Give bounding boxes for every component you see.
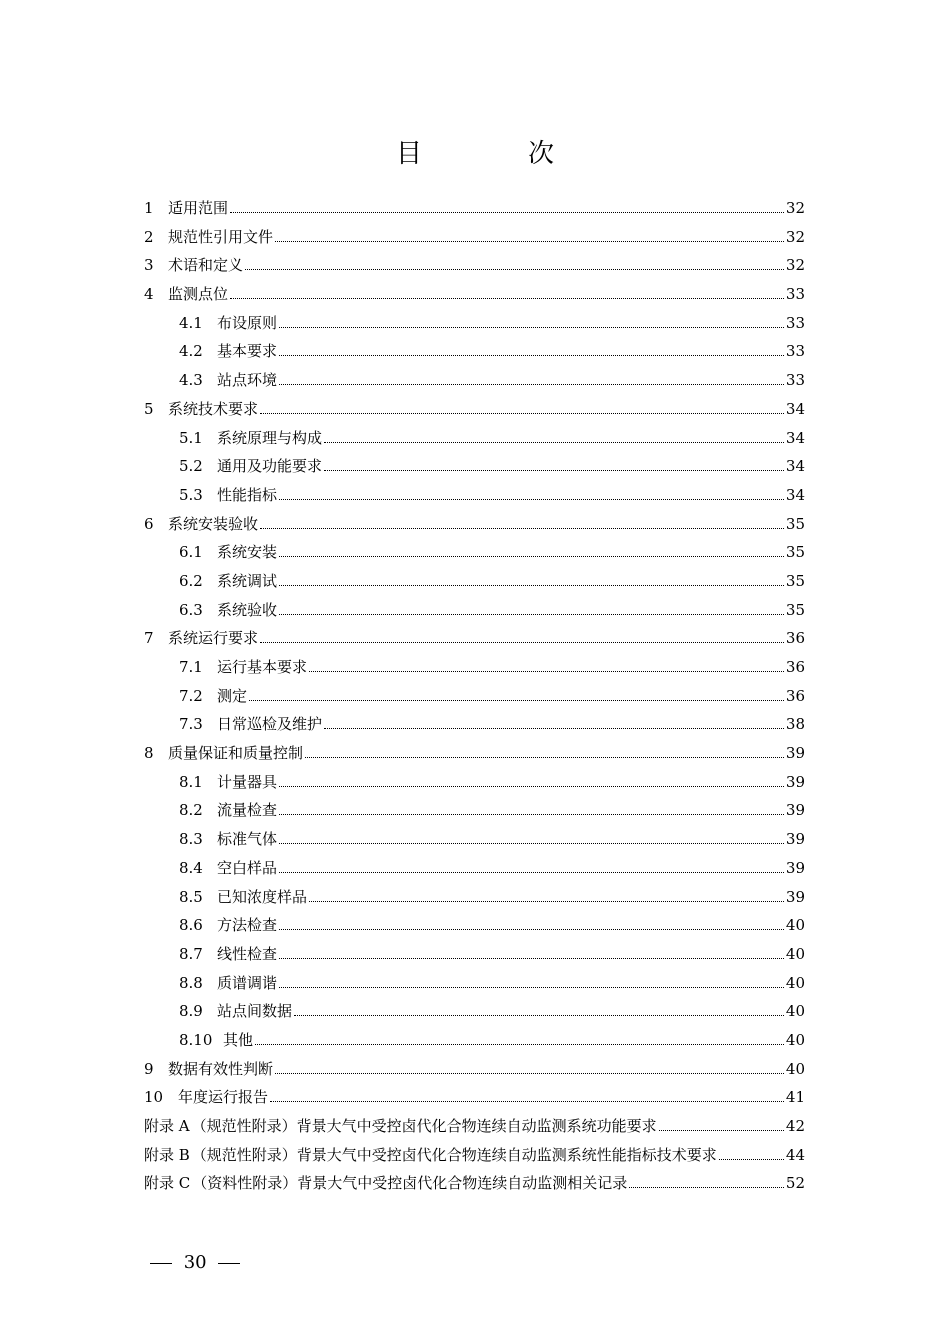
toc-entry-page: 34 [785,399,805,418]
toc-entry-page: 39 [785,887,805,906]
toc-entry-page: 39 [785,772,805,791]
toc-dot-leader [305,757,784,758]
toc-entry[interactable] [144,510,805,539]
toc-entry[interactable] [144,682,805,711]
toc-entry[interactable] [144,1141,805,1170]
toc-entry-number: 5.2 [179,457,203,476]
toc-entry-number: 7 [144,629,154,648]
toc-entry-number: 6.3 [179,600,203,619]
toc-entry-page: 40 [785,1030,805,1049]
toc-dot-leader [309,901,784,902]
footer-dash-right [218,1263,240,1264]
toc-dot-leader [279,585,784,586]
toc-dot-leader [255,1044,784,1045]
toc-dot-leader [279,499,784,500]
toc-entry[interactable] [144,854,805,883]
toc-dot-leader [279,556,784,557]
toc-entry-title: 日常巡检及维护 [217,715,323,734]
toc-entry[interactable] [144,883,805,912]
toc-entry-number: 8.4 [179,858,203,877]
toc-dot-leader [279,614,784,615]
toc-dot-leader [279,384,784,385]
toc-entry-page: 34 [785,428,805,447]
toc-entry-page: 38 [785,715,805,734]
toc-entry-number: 8.5 [179,887,203,906]
toc-entry[interactable] [144,1112,805,1141]
toc-entry-title: 质量保证和质量控制 [168,744,304,763]
toc-entry[interactable] [144,1169,805,1198]
toc-dot-leader [245,269,784,270]
toc-entry-page: 33 [785,371,805,390]
toc-entry-page: 39 [785,744,805,763]
toc-entry-title: 系统安装 [217,543,278,562]
toc-dot-leader [719,1159,784,1160]
toc-dot-leader [275,1073,784,1074]
toc-entry-title: 性能指标 [217,485,278,504]
toc-entry-title: 测定 [217,686,248,705]
toc-entry[interactable] [144,337,805,366]
toc-entry-number: 7.1 [179,658,203,676]
toc-entry-title: 适用范围 [168,199,229,217]
toc-dot-leader [324,442,784,443]
toc-entry-title: 系统验收 [217,600,278,619]
toc-dot-leader [230,298,784,299]
toc-entry-title: 计量器具 [217,772,278,791]
toc-entry-number: 5 [144,399,154,418]
toc-entry-page: 36 [785,629,805,648]
toc-entry-number: 4.2 [179,342,203,361]
toc-dot-leader [260,413,784,414]
toc-dot-leader [270,1101,784,1102]
toc-entry-page: 39 [785,801,805,820]
toc-entry-number: 4.3 [179,371,203,390]
toc-entry-title: 系统运行要求 [168,629,259,648]
toc-entry-page: 42 [785,1117,805,1135]
toc-entry-number: 附录 C [144,1174,191,1193]
toc-entry-number: 7.2 [179,686,203,705]
toc-entry-number: 4 [144,285,154,304]
toc-entry-page: 33 [785,342,805,361]
toc-entry[interactable] [144,280,805,309]
toc-entry-title: 数据有效性判断 [168,1059,274,1078]
toc-entry[interactable] [144,1083,805,1112]
toc-entry-page: 34 [785,457,805,476]
toc-entry[interactable] [144,624,805,653]
toc-dot-leader [294,1015,784,1016]
toc-entry-number: 3 [144,256,154,275]
toc-entry-number: 4.1 [179,313,203,332]
toc-entry-title: 质谱调谐 [217,973,278,992]
toc-dot-leader [279,355,784,356]
toc-dot-leader [324,470,784,471]
toc-entry[interactable] [144,538,805,567]
toc-dot-leader [659,1130,784,1131]
toc-entry-page: 40 [785,944,805,963]
toc-entry-title: 系统原理与构成 [217,428,323,447]
toc-entry-title: 标准气体 [217,830,278,849]
toc-entry-page: 32 [785,227,805,246]
toc-entry-title: （规范性附录）背景大气中受控卤代化合物连续自动监测系统性能指标技术要求 [191,1145,717,1164]
toc-entry[interactable] [144,796,805,825]
toc-entry-page: 41 [785,1088,805,1107]
toc-entry[interactable] [144,251,805,280]
toc-entry[interactable] [144,596,805,625]
toc-entry-page: 52 [785,1174,805,1193]
toc-entry[interactable] [144,1026,805,1055]
toc-entry[interactable] [144,940,805,969]
toc-entry[interactable] [144,452,805,481]
toc-dot-leader [279,987,784,988]
toc-entry[interactable] [144,481,805,510]
toc-dot-leader [260,642,784,643]
toc-entry[interactable] [144,710,805,739]
toc-entry-title: 流量检查 [217,801,278,820]
toc-entry-number: 5.1 [179,428,203,447]
table-of-contents [144,194,805,1198]
toc-entry-number: 8.9 [179,1002,203,1021]
toc-entry-page: 35 [785,600,805,619]
page-number: 30 [183,1252,207,1273]
toc-entry-title: 空白样品 [217,858,278,877]
toc-entry-title: 通用及功能要求 [217,457,323,476]
toc-entry-page: 36 [785,658,805,676]
footer-dash-left [150,1263,172,1264]
toc-entry[interactable] [144,194,805,223]
toc-entry-page: 40 [785,973,805,992]
toc-entry[interactable] [144,567,805,596]
toc-dot-leader [279,327,784,328]
toc-entry[interactable] [144,739,805,768]
toc-entry-title: 基本要求 [217,342,278,361]
toc-entry-number: 6.1 [179,543,203,562]
toc-entry-page: 40 [785,1002,805,1021]
toc-dot-leader [249,700,784,701]
toc-entry-title: 已知浓度样品 [217,887,308,906]
toc-entry-page: 44 [785,1145,805,1164]
toc-entry-number: 1 [144,199,154,217]
toc-entry-page: 40 [785,916,805,935]
toc-dot-leader [279,872,784,873]
toc-entry-number: 6.2 [179,571,203,590]
toc-entry-number: 8.10 [179,1030,213,1049]
toc-entry-number: 9 [144,1059,154,1078]
toc-dot-leader [279,929,784,930]
toc-entry-title: 布设原则 [217,313,278,332]
toc-entry-title: （规范性附录）背景大气中受控卤代化合物连续自动监测系统功能要求 [191,1117,657,1135]
toc-entry-page: 34 [785,485,805,504]
toc-entry[interactable] [144,424,805,453]
toc-entry-title: 监测点位 [168,285,229,304]
toc-entry-number: 8.7 [179,944,203,963]
toc-dot-leader [279,843,784,844]
toc-entry[interactable] [144,825,805,854]
toc-entry-page: 33 [785,313,805,332]
toc-entry[interactable] [144,969,805,998]
toc-entry-number: 8.2 [179,801,203,820]
toc-entry-page: 32 [785,199,805,217]
toc-entry-number: 8.6 [179,916,203,935]
toc-entry-page: 35 [785,571,805,590]
toc-dot-leader [279,786,784,787]
toc-entry-page: 33 [785,285,805,304]
toc-entry-number: 8.8 [179,973,203,992]
toc-entry-number: 10 [144,1088,164,1107]
toc-entry-title: 运行基本要求 [217,658,308,676]
page-title: 目 次 [395,139,594,169]
toc-entry-title: 规范性引用文件 [168,227,274,246]
toc-entry-page: 32 [785,256,805,275]
toc-entry[interactable] [144,653,805,682]
toc-entry-number: 8.3 [179,830,203,849]
toc-dot-leader [230,212,784,213]
toc-entry-page: 39 [785,830,805,849]
toc-entry-page: 39 [785,858,805,877]
toc-entry-number: 7.3 [179,715,203,734]
toc-entry-title: 系统调试 [217,571,278,590]
toc-entry[interactable] [144,911,805,940]
toc-entry[interactable] [144,395,805,424]
toc-entry-number: 附录 A [144,1117,190,1135]
toc-dot-leader [309,671,784,672]
toc-entry-number: 8 [144,744,154,763]
toc-entry-number: 6 [144,514,154,533]
toc-entry-title: 年度运行报告 [178,1088,269,1107]
toc-entry-title: 站点环境 [217,371,278,390]
page-footer [144,1249,246,1277]
toc-entry-title: （资料性附录）背景大气中受控卤代化合物连续自动监测相关记录 [192,1174,628,1193]
toc-entry-title: 方法检查 [217,916,278,935]
toc-entry-title: 其他 [223,1030,254,1049]
toc-entry-title: 系统技术要求 [168,399,259,418]
toc-entry-number: 8.1 [179,772,203,791]
toc-dot-leader [629,1187,784,1188]
toc-dot-leader [279,958,784,959]
toc-dot-leader [260,528,784,529]
toc-dot-leader [324,728,784,729]
toc-entry-page: 40 [785,1059,805,1078]
toc-entry-number: 2 [144,227,154,246]
toc-entry-page: 35 [785,514,805,533]
toc-entry-number: 附录 B [144,1145,190,1164]
toc-entry-title: 线性检查 [217,944,278,963]
toc-entry-title: 站点间数据 [217,1002,293,1021]
toc-entry-number: 5.3 [179,485,203,504]
toc-entry[interactable] [144,309,805,338]
toc-entry[interactable] [144,366,805,395]
toc-entry-title: 系统安装验收 [168,514,259,533]
toc-dot-leader [275,241,784,242]
toc-entry[interactable] [144,997,805,1026]
toc-entry-page: 36 [785,686,805,705]
toc-entry[interactable] [144,223,805,252]
toc-dot-leader [279,814,784,815]
toc-entry[interactable] [144,1055,805,1084]
toc-entry-page: 35 [785,543,805,562]
toc-entry[interactable] [144,768,805,797]
toc-entry-title: 术语和定义 [168,256,244,275]
